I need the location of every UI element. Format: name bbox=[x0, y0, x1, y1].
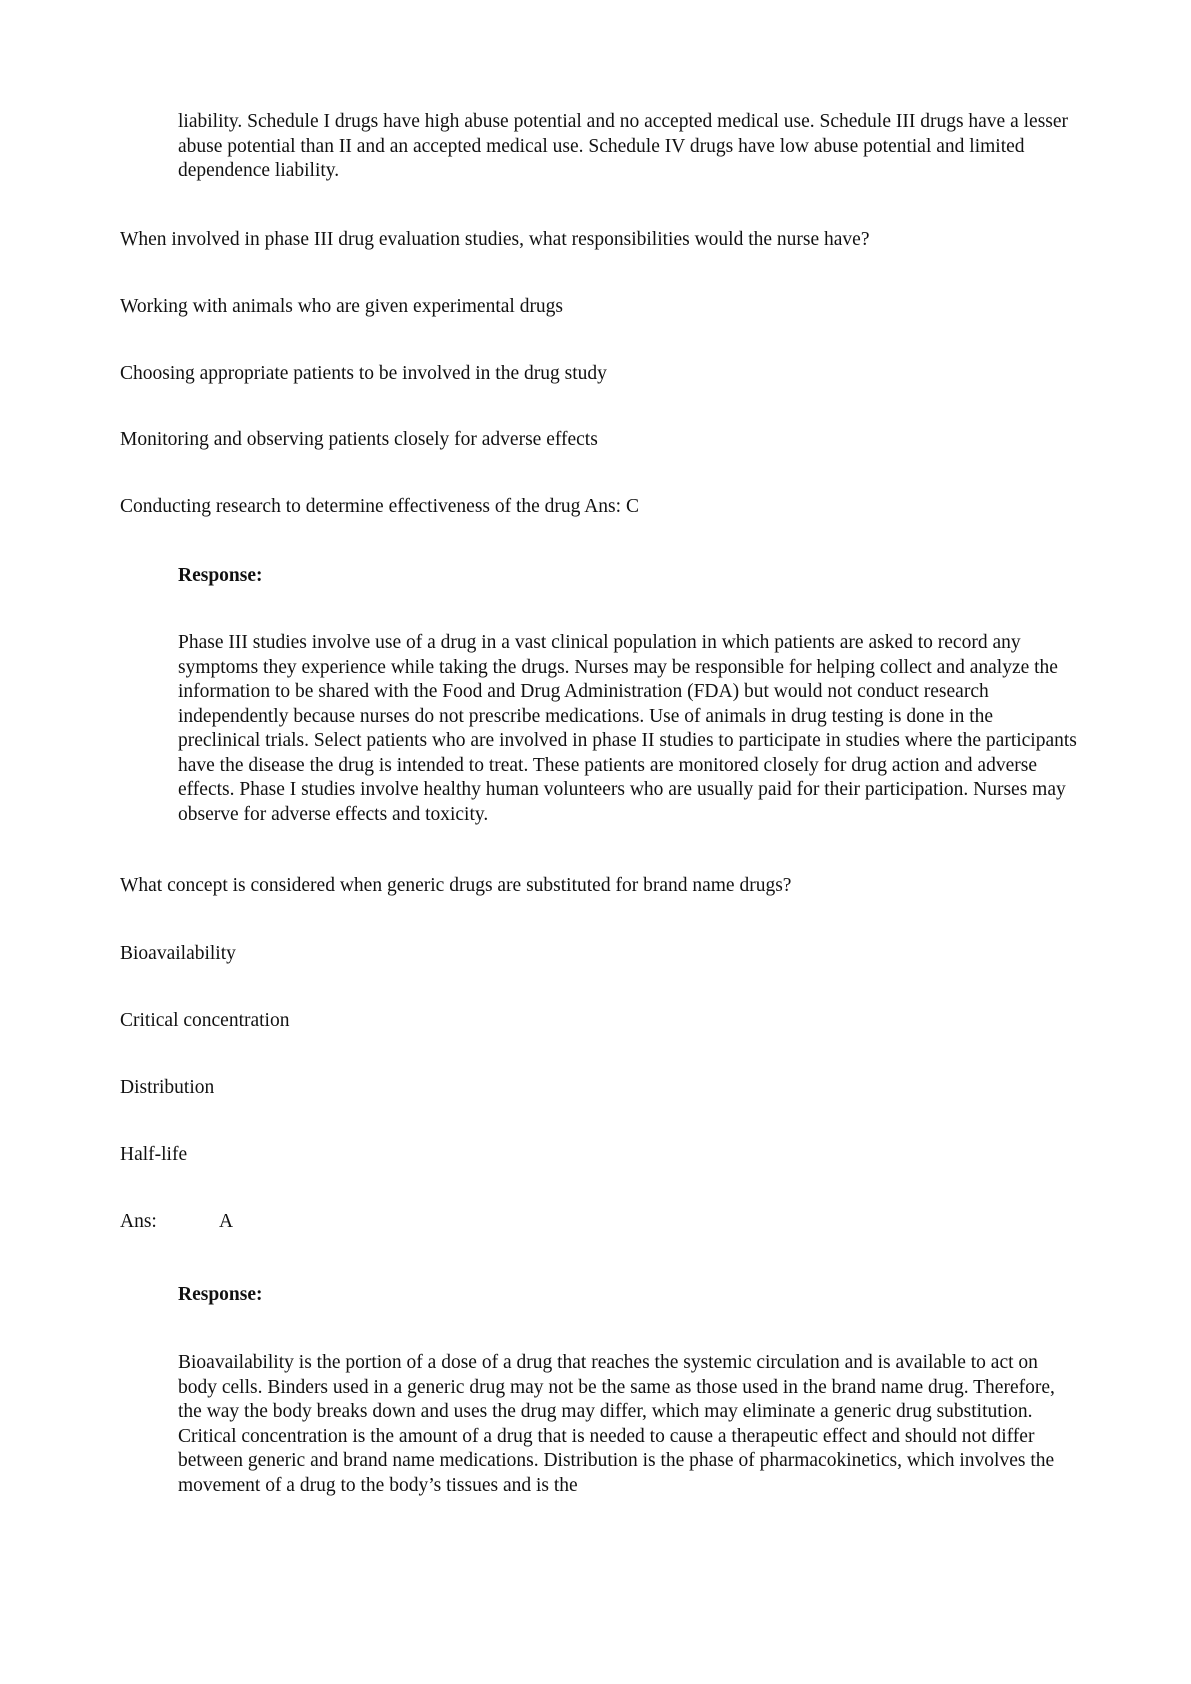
option-d-with-answer: Conducting research to determine effectiveness of the drug Ans: C bbox=[120, 496, 639, 517]
response-paragraph: Bioavailability is the portion of a dose of a drug that reaches the systemic circulation and is available to act on body cells. Binders used in a generic drug may not be the same as those used in the brand name drug. Therefore, the way the body breaks down and uses the drug may differ, which may eliminate a generic drug substitution. Critical concentration is the amount of a drug that is needed to cause a therapeutic effect and should not differ between generic and brand name medications. Distribution is the phase of pharmacokinetics, which involves the movement of a drug to the body’s tissues and is the bbox=[178, 1352, 1055, 1496]
question-generic-drugs: What concept is considered when generic drugs are substituted for brand name drugs? bbox=[120, 875, 792, 896]
answer-label: Ans: bbox=[120, 1211, 157, 1232]
response-heading: Response: bbox=[178, 565, 263, 586]
option-c: Distribution bbox=[120, 1077, 215, 1098]
response-heading: Response: bbox=[178, 1284, 263, 1305]
option-a: Bioavailability bbox=[120, 943, 236, 964]
option-b: Choosing appropriate patients to be involved in the drug study bbox=[120, 363, 607, 384]
question-phase-iii: When involved in phase III drug evaluation studies, what responsibilities would the nurse have? bbox=[120, 229, 870, 250]
option-a: Working with animals who are given experimental drugs bbox=[120, 296, 564, 317]
response-paragraph: Phase III studies involve use of a drug in a vast clinical population in which patients are asked to record any symptoms they experience while taking the drugs. Nurses may be responsible for helping collect and analyze the information to be shared with the Food and Drug Administration (FDA) but would not conduct research independently because nurses do not prescribe medications. Use of animals in drug testing is done in the preclinical trials. Select patients who are involved in phase II studies to participate in studies where the participants have the disease the drug is intended to treat. These patients are monitored closely for drug action and adverse effects. Phase I studies involve healthy human volunteers who are usually paid for their participation. Nurses may observe for adverse effects and toxicity. bbox=[178, 632, 1077, 825]
schedule-continuation-paragraph: liability. Schedule I drugs have high abuse potential and no accepted medical use. Schedule III drugs have a lesser abuse potential than II and an accepted medical use. Schedule IV drugs have low abuse potential and limited dependence liability. bbox=[178, 111, 1069, 181]
option-c: Monitoring and observing patients closely for adverse effects bbox=[120, 429, 598, 450]
answer-value: A bbox=[219, 1211, 234, 1232]
option-b: Critical concentration bbox=[120, 1010, 290, 1031]
option-d: Half-life bbox=[120, 1144, 188, 1165]
